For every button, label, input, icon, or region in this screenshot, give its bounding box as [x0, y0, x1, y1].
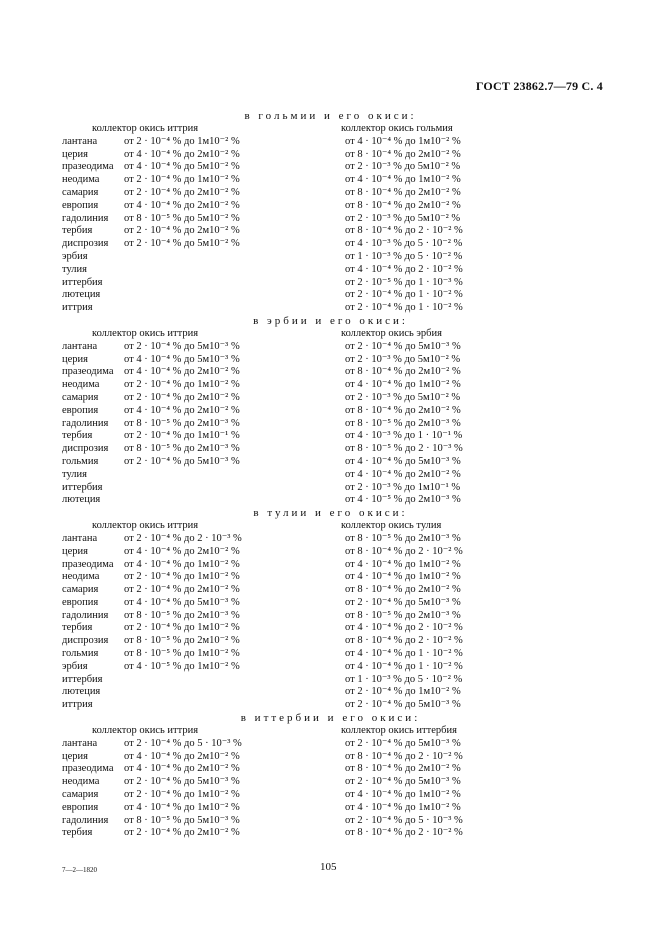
element-name: гадолиния: [62, 212, 109, 224]
element-name: тербия: [62, 225, 93, 237]
range-oxide-collector: от 8 · 10⁻⁴ % до 2м10⁻² %: [345, 186, 461, 198]
range-oxide-collector: от 2 · 10⁻⁴ % до 1 · 10⁻² %: [345, 289, 463, 301]
element-row: [0, 366, 661, 379]
range-yttrium-collector: от 8 · 10⁻⁵ % до 1м10⁻² %: [124, 648, 240, 660]
section-title: в эрбии и его окиси:: [253, 314, 408, 327]
element-row: [0, 751, 661, 764]
element-name: церия: [62, 545, 88, 557]
element-row: [0, 225, 661, 238]
element-name: неодима: [62, 174, 100, 186]
element-name: иттербия: [62, 481, 103, 493]
range-yttrium-collector: от 4 · 10⁻⁴ % до 2м10⁻² %: [124, 545, 240, 557]
element-row: [0, 430, 661, 443]
document-header: ГОСТ 23862.7—79 С. 4: [475, 79, 603, 93]
element-name: самария: [62, 584, 99, 596]
range-oxide-collector: от 2 · 10⁻³ % до 5м10⁻² %: [345, 391, 461, 403]
range-oxide-collector: от 2 · 10⁻³ % до 1м10⁻¹ %: [345, 481, 461, 493]
range-oxide-collector: от 2 · 10⁻⁵ % до 1 · 10⁻³ %: [345, 276, 463, 288]
range-oxide-collector: от 2 · 10⁻⁴ % до 5м10⁻³ %: [345, 596, 461, 608]
range-yttrium-collector: от 2 · 10⁻⁴ % до 2м10⁻² %: [124, 225, 240, 237]
collector-oxide-label: коллектор окись тулия: [341, 520, 442, 532]
element-name: гадолиния: [62, 814, 109, 826]
element-row: [0, 815, 661, 828]
element-name: самария: [62, 789, 99, 801]
element-name: эрбия: [62, 250, 88, 262]
range-oxide-collector: от 4 · 10⁻⁴ % до 2 · 10⁻² %: [345, 622, 463, 634]
element-row: [0, 648, 661, 661]
range-oxide-collector: от 4 · 10⁻⁴ % до 1м10⁻² %: [345, 379, 461, 391]
element-row: [0, 827, 661, 840]
element-row: [0, 136, 661, 149]
element-name: тербия: [62, 430, 93, 442]
element-name: диспрозия: [62, 443, 109, 455]
range-yttrium-collector: от 2 · 10⁻⁴ % до 1м10⁻² %: [124, 174, 240, 186]
range-oxide-collector: от 8 · 10⁻⁴ % до 2м10⁻² %: [345, 404, 461, 416]
range-yttrium-collector: от 4 · 10⁻⁴ % до 2м10⁻² %: [124, 199, 240, 211]
range-yttrium-collector: от 8 · 10⁻⁵ % до 2м10⁻² %: [124, 635, 240, 647]
collector-oxide-label: коллектор окись гольмия: [341, 123, 453, 134]
range-oxide-collector: от 8 · 10⁻⁵ % до 2м10⁻³ %: [345, 609, 461, 621]
collector-yttrium-label: коллектор окись иттрия: [92, 327, 199, 339]
element-name: лантана: [62, 532, 98, 544]
element-row: [0, 482, 661, 495]
range-oxide-collector: от 2 · 10⁻³ % до 5м10⁻² %: [345, 353, 461, 365]
range-oxide-collector: от 2 · 10⁻⁴ % до 5м10⁻³ %: [345, 737, 461, 749]
element-row: [0, 571, 661, 584]
range-yttrium-collector: от 2 · 10⁻⁴ % до 1м10⁻¹ %: [124, 430, 240, 442]
range-oxide-collector: от 2 · 10⁻³ % до 5м10⁻² %: [345, 161, 461, 173]
element-name: празеодима: [62, 558, 114, 570]
range-yttrium-collector: от 2 · 10⁻⁴ % до 5м10⁻³ %: [124, 455, 240, 467]
element-name: лютеция: [62, 686, 101, 698]
range-yttrium-collector: от 2 · 10⁻⁴ % до 2м10⁻² %: [124, 186, 240, 198]
range-oxide-collector: от 2 · 10⁻⁴ % до 1 · 10⁻² %: [345, 302, 463, 314]
range-yttrium-collector: от 8 · 10⁻⁵ % до 2м10⁻³ %: [124, 417, 240, 429]
element-row: [0, 776, 661, 789]
element-row: [0, 456, 661, 469]
element-row: [0, 738, 661, 751]
element-row: [0, 686, 661, 699]
range-yttrium-collector: от 4 · 10⁻⁴ % до 5м10⁻² %: [124, 161, 240, 173]
range-yttrium-collector: от 2 · 10⁻⁴ % до 1м10⁻² %: [124, 379, 240, 391]
element-row: [0, 533, 661, 546]
element-name: европия: [62, 801, 99, 813]
element-row: [0, 635, 661, 648]
element-row: [0, 763, 661, 776]
element-name: европия: [62, 404, 99, 416]
range-oxide-collector: от 8 · 10⁻⁴ % до 2 · 10⁻² %: [345, 635, 463, 647]
element-name: самария: [62, 186, 99, 198]
element-name: тулия: [62, 468, 87, 480]
range-oxide-collector: от 8 · 10⁻⁴ % до 2 · 10⁻² %: [345, 827, 463, 839]
element-name: празеодима: [62, 366, 114, 378]
element-name: лантана: [62, 737, 98, 749]
element-name: лантана: [62, 135, 98, 147]
print-code: 7—2—1820: [62, 866, 97, 874]
element-name: эрбия: [62, 660, 88, 672]
range-oxide-collector: от 8 · 10⁻⁴ % до 2 · 10⁻² %: [345, 545, 463, 557]
range-yttrium-collector: от 2 · 10⁻⁴ % до 1м10⁻² %: [124, 622, 240, 634]
element-row: [0, 264, 661, 277]
range-yttrium-collector: от 8 · 10⁻⁵ % до 5м10⁻² %: [124, 212, 240, 224]
range-oxide-collector: от 8 · 10⁻⁴ % до 2 · 10⁻² %: [345, 750, 463, 762]
element-name: иттербия: [62, 276, 103, 288]
range-oxide-collector: от 4 · 10⁻⁴ % до 1м10⁻² %: [345, 789, 461, 801]
range-yttrium-collector: от 4 · 10⁻⁴ % до 5м10⁻³ %: [124, 353, 240, 365]
range-oxide-collector: от 8 · 10⁻⁴ % до 2м10⁻² %: [345, 199, 461, 211]
element-row: [0, 379, 661, 392]
element-row: [0, 161, 661, 174]
element-name: празеодима: [62, 161, 114, 173]
collector-header-row: [0, 328, 661, 341]
section-title: в иттербии и его окиси:: [240, 712, 421, 725]
range-yttrium-collector: от 2 · 10⁻⁴ % до 2м10⁻² %: [124, 584, 240, 596]
range-oxide-collector: от 4 · 10⁻⁴ % до 1 · 10⁻² %: [345, 648, 463, 660]
range-yttrium-collector: от 4 · 10⁻⁴ % до 2м10⁻² %: [124, 750, 240, 762]
range-oxide-collector: от 8 · 10⁻⁵ % до 2м10⁻³ %: [345, 532, 461, 544]
element-name: неодима: [62, 571, 100, 583]
range-yttrium-collector: от 2 · 10⁻⁴ % до 2м10⁻² %: [124, 391, 240, 403]
range-yttrium-collector: от 2 · 10⁻⁴ % до 5м10⁻² %: [124, 238, 240, 250]
collector-header-row: [0, 520, 661, 533]
element-row: [0, 674, 661, 687]
range-oxide-collector: от 4 · 10⁻³ % до 5 · 10⁻² %: [345, 238, 463, 250]
range-yttrium-collector: от 4 · 10⁻⁴ % до 2м10⁻² %: [124, 148, 240, 160]
element-name: европия: [62, 596, 99, 608]
element-row: [0, 546, 661, 559]
range-yttrium-collector: от 4 · 10⁻⁴ % до 2м10⁻² %: [124, 366, 240, 378]
element-row: [0, 699, 661, 712]
element-row: [0, 289, 661, 302]
range-yttrium-collector: от 2 · 10⁻⁴ % до 5 · 10⁻³ %: [124, 737, 242, 749]
range-oxide-collector: от 4 · 10⁻⁴ % до 2м10⁻² %: [345, 468, 461, 480]
collector-yttrium-label: коллектор окись иттрия: [92, 725, 199, 737]
element-row: [0, 302, 661, 315]
element-row: [0, 661, 661, 674]
element-row: [0, 802, 661, 815]
element-name: церия: [62, 353, 88, 365]
collector-yttrium-label: коллектор окись иттрия: [92, 123, 199, 134]
element-name: европия: [62, 199, 99, 211]
range-oxide-collector: от 2 · 10⁻⁴ % до 5м10⁻³ %: [345, 340, 461, 352]
element-row: [0, 200, 661, 213]
element-row: [0, 354, 661, 367]
element-row: [0, 494, 661, 507]
range-yttrium-collector: от 4 · 10⁻⁴ % до 5м10⁻³ %: [124, 596, 240, 608]
range-oxide-collector: от 2 · 10⁻⁴ % до 5 · 10⁻³ %: [345, 814, 463, 826]
range-oxide-collector: от 2 · 10⁻⁴ % до 1м10⁻² %: [345, 686, 461, 698]
range-yttrium-collector: от 2 · 10⁻⁴ % до 5м10⁻³ %: [124, 776, 240, 788]
element-row: [0, 469, 661, 482]
range-yttrium-collector: от 2 · 10⁻⁴ % до 1м10⁻² %: [124, 571, 240, 583]
range-yttrium-collector: от 4 · 10⁻⁴ % до 1м10⁻² %: [124, 558, 240, 570]
element-row: [0, 559, 661, 572]
collector-oxide-label: коллектор окись иттербия: [341, 725, 457, 737]
range-yttrium-collector: от 8 · 10⁻⁵ % до 2м10⁻³ %: [124, 443, 240, 455]
element-name: лютеция: [62, 289, 101, 301]
element-name: гадолиния: [62, 417, 109, 429]
range-yttrium-collector: от 2 · 10⁻⁴ % до 5м10⁻³ %: [124, 340, 240, 352]
range-oxide-collector: от 1 · 10⁻³ % до 5 · 10⁻² %: [345, 673, 463, 685]
element-name: гольмия: [62, 455, 99, 467]
element-row: [0, 174, 661, 187]
section-title: в тулии и его окиси:: [253, 507, 408, 520]
sections-container: [0, 110, 661, 840]
range-oxide-collector: от 4 · 10⁻⁴ % до 1м10⁻² %: [345, 174, 461, 186]
range-oxide-collector: от 1 · 10⁻³ % до 5 · 10⁻² %: [345, 250, 463, 262]
element-name: диспрозия: [62, 238, 109, 250]
range-yttrium-collector: от 2 · 10⁻⁴ % до 1м10⁻² %: [124, 789, 240, 801]
range-oxide-collector: от 2 · 10⁻⁴ % до 5м10⁻³ %: [345, 699, 461, 711]
range-yttrium-collector: от 2 · 10⁻⁴ % до 2 · 10⁻³ %: [124, 532, 242, 544]
range-oxide-collector: от 8 · 10⁻⁴ % до 2м10⁻² %: [345, 148, 461, 160]
range-oxide-collector: от 4 · 10⁻⁴ % до 1м10⁻² %: [345, 558, 461, 570]
element-row: [0, 789, 661, 802]
element-row: [0, 341, 661, 354]
range-oxide-collector: от 4 · 10⁻⁴ % до 1м10⁻² %: [345, 135, 461, 147]
collector-header-row: [0, 123, 661, 136]
range-oxide-collector: от 8 · 10⁻⁴ % до 2м10⁻² %: [345, 366, 461, 378]
range-yttrium-collector: от 2 · 10⁻⁴ % до 2м10⁻² %: [124, 827, 240, 839]
element-row: [0, 597, 661, 610]
element-row: [0, 418, 661, 431]
range-oxide-collector: от 4 · 10⁻³ % до 1 · 10⁻¹ %: [345, 430, 463, 442]
collector-yttrium-label: коллектор окись иттрия: [92, 520, 199, 532]
range-oxide-collector: от 8 · 10⁻⁴ % до 2 · 10⁻² %: [345, 225, 463, 237]
element-name: тербия: [62, 827, 93, 839]
element-name: церия: [62, 148, 88, 160]
element-name: празеодима: [62, 763, 114, 775]
element-name: лантана: [62, 340, 98, 352]
element-row: [0, 610, 661, 623]
element-name: иттербия: [62, 673, 103, 685]
element-name: иттрия: [62, 302, 93, 314]
element-name: тулия: [62, 263, 87, 275]
range-yttrium-collector: от 8 · 10⁻⁵ % до 5м10⁻³ %: [124, 814, 240, 826]
collector-header-row: [0, 725, 661, 738]
range-oxide-collector: от 2 · 10⁻³ % до 5м10⁻² %: [345, 212, 461, 224]
range-yttrium-collector: от 2 · 10⁻⁴ % до 1м10⁻² %: [124, 135, 240, 147]
range-yttrium-collector: от 4 · 10⁻⁴ % до 2м10⁻² %: [124, 404, 240, 416]
range-oxide-collector: от 4 · 10⁻⁴ % до 1м10⁻² %: [345, 571, 461, 583]
range-yttrium-collector: от 4 · 10⁻⁴ % до 2м10⁻² %: [124, 763, 240, 775]
element-row: [0, 187, 661, 200]
element-row: [0, 251, 661, 264]
element-name: лютеция: [62, 494, 101, 506]
element-name: иттрия: [62, 699, 93, 711]
element-name: гадолиния: [62, 609, 109, 621]
element-name: тербия: [62, 622, 93, 634]
element-row: [0, 622, 661, 635]
range-yttrium-collector: от 8 · 10⁻⁵ % до 2м10⁻³ %: [124, 609, 240, 621]
element-row: [0, 149, 661, 162]
element-row: [0, 405, 661, 418]
range-oxide-collector: от 2 · 10⁻⁴ % до 5м10⁻³ %: [345, 776, 461, 788]
range-oxide-collector: от 8 · 10⁻⁵ % до 2м10⁻³ %: [345, 417, 461, 429]
range-oxide-collector: от 8 · 10⁻⁴ % до 2м10⁻² %: [345, 584, 461, 596]
range-oxide-collector: от 8 · 10⁻⁵ % до 2 · 10⁻³ %: [345, 443, 463, 455]
range-oxide-collector: от 8 · 10⁻⁴ % до 2м10⁻² %: [345, 763, 461, 775]
range-yttrium-collector: от 4 · 10⁻⁴ % до 1м10⁻² %: [124, 801, 240, 813]
section-title: в гольмии и его окиси:: [244, 110, 417, 122]
element-name: диспрозия: [62, 635, 109, 647]
element-name: гольмия: [62, 648, 99, 660]
range-oxide-collector: от 4 · 10⁻⁴ % до 1 · 10⁻² %: [345, 660, 463, 672]
element-row: [0, 277, 661, 290]
element-name: церия: [62, 750, 88, 762]
page-number: 105: [320, 861, 337, 873]
element-name: неодима: [62, 379, 100, 391]
range-oxide-collector: от 4 · 10⁻⁵ % до 2м10⁻³ %: [345, 494, 461, 506]
element-name: самария: [62, 391, 99, 403]
element-row: [0, 584, 661, 597]
range-yttrium-collector: от 4 · 10⁻⁵ % до 1м10⁻² %: [124, 660, 240, 672]
collector-oxide-label: коллектор окись эрбия: [341, 327, 442, 339]
element-row: [0, 392, 661, 405]
range-oxide-collector: от 4 · 10⁻⁴ % до 1м10⁻² %: [345, 801, 461, 813]
element-row: [0, 443, 661, 456]
range-oxide-collector: от 4 · 10⁻⁴ % до 5м10⁻³ %: [345, 455, 461, 467]
element-row: [0, 213, 661, 226]
element-name: неодима: [62, 776, 100, 788]
element-row: [0, 238, 661, 251]
range-oxide-collector: от 4 · 10⁻⁴ % до 2 · 10⁻² %: [345, 263, 463, 275]
